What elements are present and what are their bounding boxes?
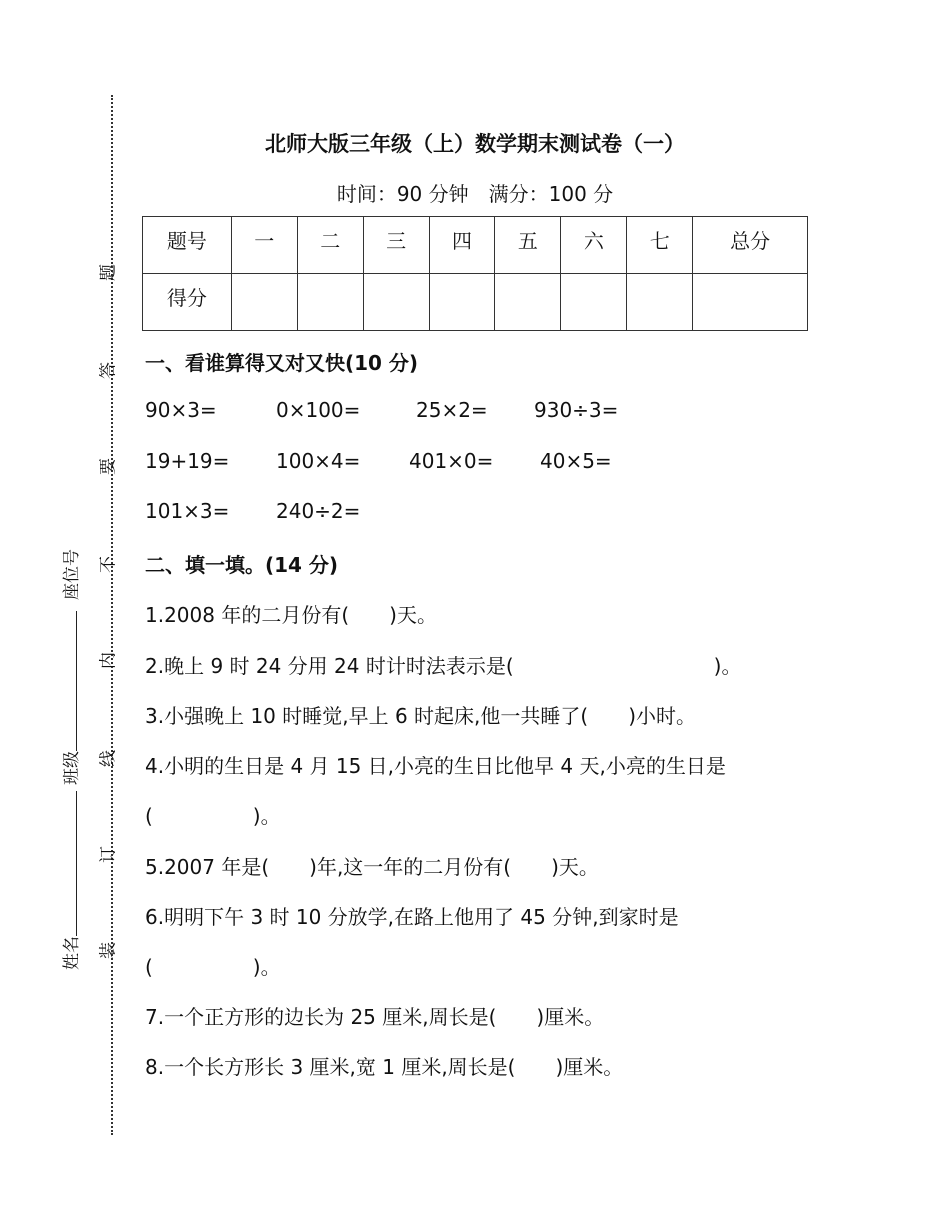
- table-header-cell: 五: [495, 217, 561, 274]
- table-header-cell: 题号: [143, 217, 232, 274]
- name-label: 姓名: [62, 936, 82, 970]
- binding-dotted-line: [111, 95, 113, 1135]
- calc-item: 90×3=: [145, 398, 217, 422]
- calc-item: 100×4=: [276, 449, 361, 473]
- score-cell[interactable]: [561, 274, 627, 331]
- table-header-cell: 一: [231, 217, 297, 274]
- table-header-cell: 四: [429, 217, 495, 274]
- question-line: 2.晚上 9 时 24 分用 24 时计时法表示是( )。: [145, 654, 742, 678]
- table-header-cell: 三: [363, 217, 429, 274]
- seat-number-field: [57, 549, 82, 600]
- score-cell[interactable]: [693, 274, 808, 331]
- class-field: [57, 611, 82, 785]
- table-header-cell: 总分: [693, 217, 808, 274]
- class-label: 班级: [62, 751, 82, 785]
- calc-item: 240÷2=: [276, 499, 361, 523]
- margin-char: 答: [98, 362, 119, 379]
- score-table-row: [143, 274, 808, 331]
- question-line: 8.一个长方形长 3 厘米,宽 1 厘米,周长是( )厘米。: [145, 1055, 624, 1079]
- score-cell[interactable]: [627, 274, 693, 331]
- margin-char: 要: [98, 458, 119, 475]
- question-line: 7.一个正方形的边长为 25 厘米,周长是( )厘米。: [145, 1005, 605, 1029]
- name-blank[interactable]: [76, 791, 77, 936]
- name-field: [57, 791, 82, 970]
- calc-item: 930÷3=: [534, 398, 619, 422]
- score-cell[interactable]: [495, 274, 561, 331]
- score-row-label: 得分: [143, 274, 232, 331]
- calc-item: 401×0=: [409, 449, 494, 473]
- calc-item: 19+19=: [145, 449, 230, 473]
- margin-char: 订: [98, 846, 119, 863]
- section-2-heading: 二、填一填。(14 分): [145, 553, 339, 577]
- seat-number-label: 座位号: [62, 549, 82, 600]
- margin-char: 线: [98, 750, 119, 767]
- score-cell[interactable]: [297, 274, 363, 331]
- calc-item: 40×5=: [540, 449, 612, 473]
- question-line: ( )。: [145, 955, 281, 979]
- question-line: 4.小明的生日是 4 月 15 日,小亮的生日比他早 4 天,小亮的生日是: [145, 754, 726, 778]
- margin-char: 题: [98, 264, 119, 281]
- question-line: ( )。: [145, 804, 281, 828]
- margin-char: 不: [98, 556, 119, 573]
- score-cell[interactable]: [231, 274, 297, 331]
- question-line: 3.小强晚上 10 时睡觉,早上 6 时起床,他一共睡了( )小时。: [145, 704, 697, 728]
- score-cell[interactable]: [429, 274, 495, 331]
- page-title: 北师大版三年级（上）数学期末测试卷（一）: [265, 132, 685, 156]
- table-header-cell: 七: [627, 217, 693, 274]
- question-line: 1.2008 年的二月份有( )天。: [145, 603, 437, 627]
- table-header-cell: 六: [561, 217, 627, 274]
- calc-item: 101×3=: [145, 499, 230, 523]
- calc-item: 0×100=: [276, 398, 361, 422]
- score-table: [142, 216, 808, 331]
- score-cell[interactable]: [363, 274, 429, 331]
- class-blank[interactable]: [76, 611, 77, 751]
- calc-item: 25×2=: [416, 398, 488, 422]
- table-header-cell: 二: [297, 217, 363, 274]
- margin-char: 内: [98, 652, 119, 669]
- question-line: 6.明明下午 3 时 10 分放学,在路上他用了 45 分钟,到家时是: [145, 905, 679, 929]
- exam-info: 时间：90 分钟 满分：100 分: [336, 182, 614, 206]
- section-1-heading: 一、看谁算得又对又快(10 分): [145, 351, 419, 375]
- question-line: 5.2007 年是( )年,这一年的二月份有( )天。: [145, 855, 599, 879]
- margin-char: 装: [98, 942, 119, 959]
- score-table-header-row: [143, 217, 808, 274]
